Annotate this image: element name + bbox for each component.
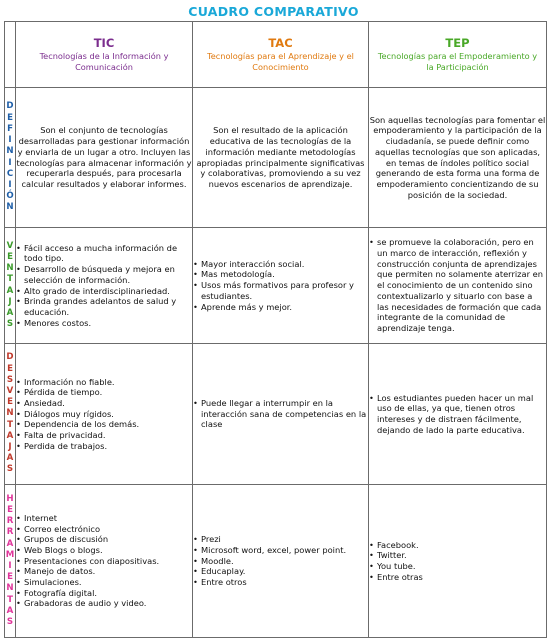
list-item: • Correo electrónico (16, 524, 192, 535)
side-letter: S (6, 617, 14, 628)
bullet-list (193, 259, 368, 313)
bullet-list (369, 540, 546, 583)
side-letter: A (6, 605, 14, 616)
list-item: • Entre otras (369, 572, 546, 583)
header-abbr: TEP (445, 35, 470, 50)
side-letter: J (8, 296, 12, 307)
bullet-list (369, 393, 546, 436)
side-letter: S (6, 319, 14, 330)
side-letter: N (6, 583, 14, 594)
side-letter: F (7, 123, 13, 134)
definicion-tac: Son el resultado de la aplicación educativa de las tecnologías de la información mediante metodologías apropiadas principalmente significativas y colaborativas, promoviendo a su vez nuevos escenarios de aprendizaje. (193, 88, 369, 228)
side-letter: R (6, 527, 14, 538)
side-letter: E (7, 251, 13, 262)
side-letter: T (7, 594, 13, 605)
side-letter: V (6, 385, 14, 396)
side-letter: A (6, 285, 14, 296)
list-item: • Puede llegar a interrumpir en la interacción sana de competencias en la clase (193, 398, 368, 430)
list-item: • You tube. (369, 561, 546, 572)
list-item: • Brinda grandes adelantos de salud y educación. (16, 296, 192, 317)
list-item: • Mayor interacción social. (193, 259, 368, 270)
header-row (5, 22, 547, 88)
list-item: • Presentaciones con diapositivas. (16, 556, 192, 567)
side-letter: M (5, 549, 15, 560)
definicion-tep: Son aquellas tecnologías para fomentar el empoderamiento y la participación de la ciudadanía, se puede definir como aquellas tecnologías que son aplicadas, en temas de índoles político social generando de esta forma una forma de empoderamiento concientizando de su posición de la sociedad. (369, 88, 547, 228)
list-item: • Alto grado de interdisciplinariedad. (16, 286, 192, 297)
list-item: • Manejo de datos. (16, 566, 192, 577)
bullet-list (369, 237, 546, 333)
row-desventajas (5, 344, 547, 485)
side-label-desventajas (5, 344, 16, 485)
side-letter: S (6, 464, 14, 475)
side-letter: C (6, 168, 14, 179)
vertical-letters (5, 352, 15, 475)
list-item: • Entre otros (193, 577, 368, 588)
list-item: • Moodle. (193, 556, 368, 567)
list-item: • Perdida de trabajos. (16, 441, 192, 452)
list-item: • Información no fiable. (16, 377, 192, 388)
side-letter: I (8, 157, 12, 168)
side-letter: I (8, 135, 12, 146)
ventajas-tic (16, 228, 193, 344)
side-letter: E (7, 572, 13, 583)
side-letter: A (6, 453, 14, 464)
page-title: CUADRO COMPARATIVO (188, 4, 359, 19)
row-ventajas (5, 228, 547, 344)
ventajas-tep (369, 228, 547, 344)
side-letter: E (7, 112, 13, 123)
ventajas-tac (193, 228, 369, 344)
vertical-letters (5, 494, 15, 628)
side-label-ventajas (5, 228, 16, 344)
list-item: • Fácil acceso a mucha información de todo tipo. (16, 243, 192, 264)
desventajas-tac (193, 344, 369, 485)
herramientas-tic (16, 485, 193, 638)
side-label-definicion (5, 88, 16, 228)
side-letter: N (6, 146, 14, 157)
header-full-name: Tecnologías para el Empoderamiento y la Participación (377, 50, 538, 72)
list-item: • Diálogos muy rígidos. (16, 409, 192, 420)
side-label-herramientas (5, 485, 16, 638)
side-letter: I (8, 561, 12, 571)
side-letter: N (6, 263, 14, 274)
side-letter: T (7, 274, 13, 285)
bullet-list (193, 398, 368, 430)
side-letter: N (6, 202, 14, 213)
list-item: • Simulaciones. (16, 577, 192, 588)
desventajas-tic (16, 344, 193, 485)
side-letter: N (6, 408, 14, 419)
side-letter: R (6, 516, 14, 527)
bullet-list (16, 377, 192, 452)
header-full-name: Tecnologías para el Aprendizaje y el Conocimiento (207, 50, 354, 72)
header-full-name: Tecnologías de la Información y Comunicación (39, 50, 169, 72)
bullet-list (16, 513, 192, 609)
list-item: • Ansiedad. (16, 398, 192, 409)
side-letter: D (6, 101, 14, 112)
list-item: • Facebook. (369, 540, 546, 551)
desventajas-tep (369, 344, 547, 485)
vertical-letters (5, 241, 15, 331)
side-letter: A (6, 430, 14, 441)
side-letter: A (6, 538, 14, 549)
list-item: • Web Blogs o blogs. (16, 545, 192, 556)
header-tep (369, 22, 547, 88)
corner-cell (5, 22, 16, 88)
list-item: • Dependencia de los demás. (16, 419, 192, 430)
side-letter: E (7, 504, 13, 515)
list-item: • Mas metodología. (193, 269, 368, 280)
comparison-table (4, 21, 547, 638)
side-letter: Ó (6, 191, 14, 202)
list-item: • Menores costos. (16, 318, 192, 329)
list-item: • Twitter. (369, 550, 546, 561)
list-item: • Falta de privacidad. (16, 430, 192, 441)
header-tic (16, 22, 193, 88)
herramientas-tep (369, 485, 547, 638)
bullet-list (16, 243, 192, 329)
side-letter: E (7, 397, 13, 408)
bullet-list (193, 534, 368, 588)
list-item: • Grupos de discusión (16, 534, 192, 545)
side-letter: J (8, 442, 12, 452)
list-item: • Fotografía digital. (16, 588, 192, 599)
list-item: • Pérdida de tiempo. (16, 387, 192, 398)
side-letter: A (6, 307, 14, 318)
list-item: • Educaplay. (193, 566, 368, 577)
side-letter: D (6, 352, 14, 363)
list-item: • Los estudiantes pueden hacer un mal uso de ellas, ya que, tienen otros intereses y de distraen fácilmente, dejando de lado la parte educativa. (369, 393, 546, 436)
list-item: • Grabadoras de audio y video. (16, 598, 192, 609)
header-tac (193, 22, 369, 88)
side-letter: T (7, 419, 13, 430)
list-item: • Aprende más y mejor. (193, 302, 368, 313)
header-abbr: TAC (268, 35, 293, 50)
list-item: • Usos más formativos para profesor y estudiantes. (193, 280, 368, 301)
list-item: • Prezi (193, 534, 368, 545)
list-item: • Microsoft word, excel, power point. (193, 545, 368, 556)
side-letter: S (6, 374, 14, 385)
list-item: • Desarrollo de búsqueda y mejora en selección de información. (16, 264, 192, 285)
side-letter: H (6, 493, 14, 504)
row-definicion (5, 88, 547, 228)
herramientas-tac (193, 485, 369, 638)
side-letter: V (6, 240, 14, 251)
list-item: • se promueve la colaboración, pero en un marco de interacción, reflexión y construcción conjunta de aprendizajes que permiten no solamente aterrizar en el conocimiento de un contenido sino contextualizarlo y situarlo con base a las necesidades de formación que cada integrante de la comunidad de aprendizaje tenga. (369, 237, 546, 333)
side-letter: I (8, 179, 12, 190)
side-letter: E (7, 363, 13, 374)
definicion-tic: Son el conjunto de tecnologías desarrolladas para gestionar información y enviarla de un lugar a otro. Incluyen las tecnologías para almacenar información y recuperarla después, para procesarla calcular resultados y elaborar informes. (16, 88, 193, 228)
header-abbr: TIC (93, 35, 115, 50)
vertical-letters (5, 101, 15, 213)
list-item: • Internet (16, 513, 192, 524)
row-herramientas (5, 485, 547, 638)
